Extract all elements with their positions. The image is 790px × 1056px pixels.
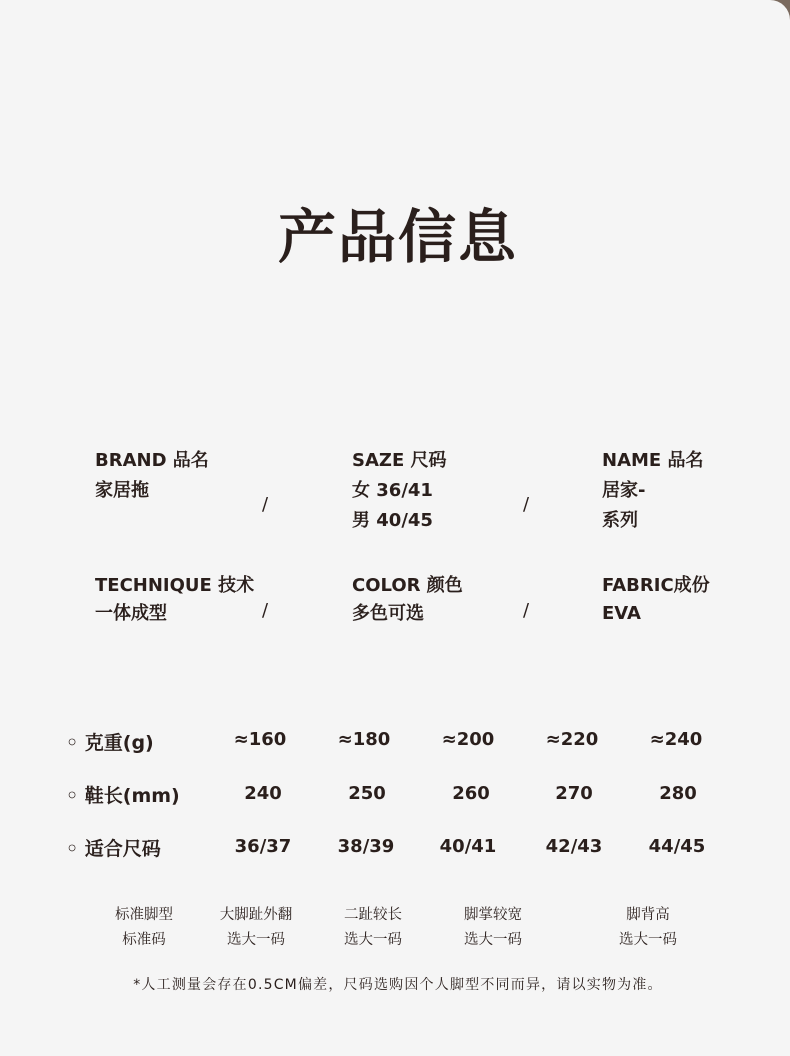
info-fabric-label: FABRIC成份 (602, 575, 710, 596)
row-label-weight: ◦ 克重(g) (66, 732, 154, 754)
table-cell: ≈200 (441, 729, 495, 750)
foot-type-name: 二趾较长 (344, 907, 402, 923)
foot-type-name: 标准脚型 (115, 907, 173, 923)
page-title: 产品信息 (277, 203, 518, 271)
table-cell: ≈180 (337, 729, 391, 750)
info-brand-value: 家居拖 (95, 480, 149, 501)
table-cell: 36/37 (234, 836, 292, 857)
info-size (352, 446, 447, 536)
table-cell: 270 (555, 783, 593, 804)
info-technique (95, 572, 254, 628)
table-cell: 250 (348, 783, 386, 804)
table-cell: ≈220 (545, 729, 599, 750)
info-color (352, 572, 463, 628)
foot-type-item (303, 903, 443, 953)
table-cell: 280 (659, 783, 697, 804)
info-fabric (602, 572, 710, 628)
foot-type-name: 脚背高 (626, 907, 670, 923)
info-technique-label: TECHNIQUE 技术 (95, 575, 255, 596)
info-color-value: 多色可选 (352, 603, 424, 624)
info-color-label: COLOR 颜色 (352, 575, 463, 596)
table-cell: 42/43 (545, 836, 603, 857)
separator-slash: / (262, 494, 269, 515)
foot-type-advice: 选大一码 (619, 932, 677, 948)
table-cell: ≈160 (233, 729, 287, 750)
corner-decoration (768, 0, 790, 22)
table-cell: 240 (244, 783, 282, 804)
info-name-label: NAME 品名 (602, 450, 704, 471)
info-brand-label: BRAND 品名 (95, 450, 209, 471)
separator-slash: / (262, 600, 269, 621)
info-brand (95, 446, 209, 506)
foot-type-name: 脚掌较宽 (464, 907, 522, 923)
info-size-label: SAZE 尺码 (352, 450, 447, 471)
info-size-value-female: 女 36/41 (352, 480, 433, 501)
table-cell: 38/39 (337, 836, 395, 857)
row-label-length: ◦ 鞋长(mm) (66, 785, 180, 807)
info-size-value-male: 男 40/45 (352, 510, 433, 531)
info-name-value-line1: 居家- (602, 480, 646, 501)
foot-type-advice: 选大一码 (464, 932, 522, 948)
info-name-value-line2: 系列 (602, 510, 638, 531)
table-cell: ≈240 (649, 729, 703, 750)
foot-type-name: 大脚趾外翻 (219, 907, 293, 923)
separator-slash: / (523, 600, 530, 621)
row-label-size: ◦ 适合尺码 (66, 838, 161, 860)
separator-slash: / (523, 494, 530, 515)
table-cell: 40/41 (439, 836, 497, 857)
foot-type-advice: 选大一码 (227, 932, 285, 948)
foot-type-item (578, 903, 718, 953)
foot-type-advice: 标准码 (122, 932, 166, 948)
foot-type-item (423, 903, 563, 953)
info-fabric-value: EVA (602, 603, 641, 624)
table-cell: 260 (452, 783, 490, 804)
info-name (602, 446, 703, 536)
table-cell: 44/45 (648, 836, 706, 857)
foot-type-advice: 选大一码 (344, 932, 402, 948)
info-technique-value: 一体成型 (95, 603, 167, 624)
measurement-note: *人工测量会存在0.5CM偏差，尺码选购因个人脚型不同而异，请以实物为准。 (133, 977, 663, 993)
